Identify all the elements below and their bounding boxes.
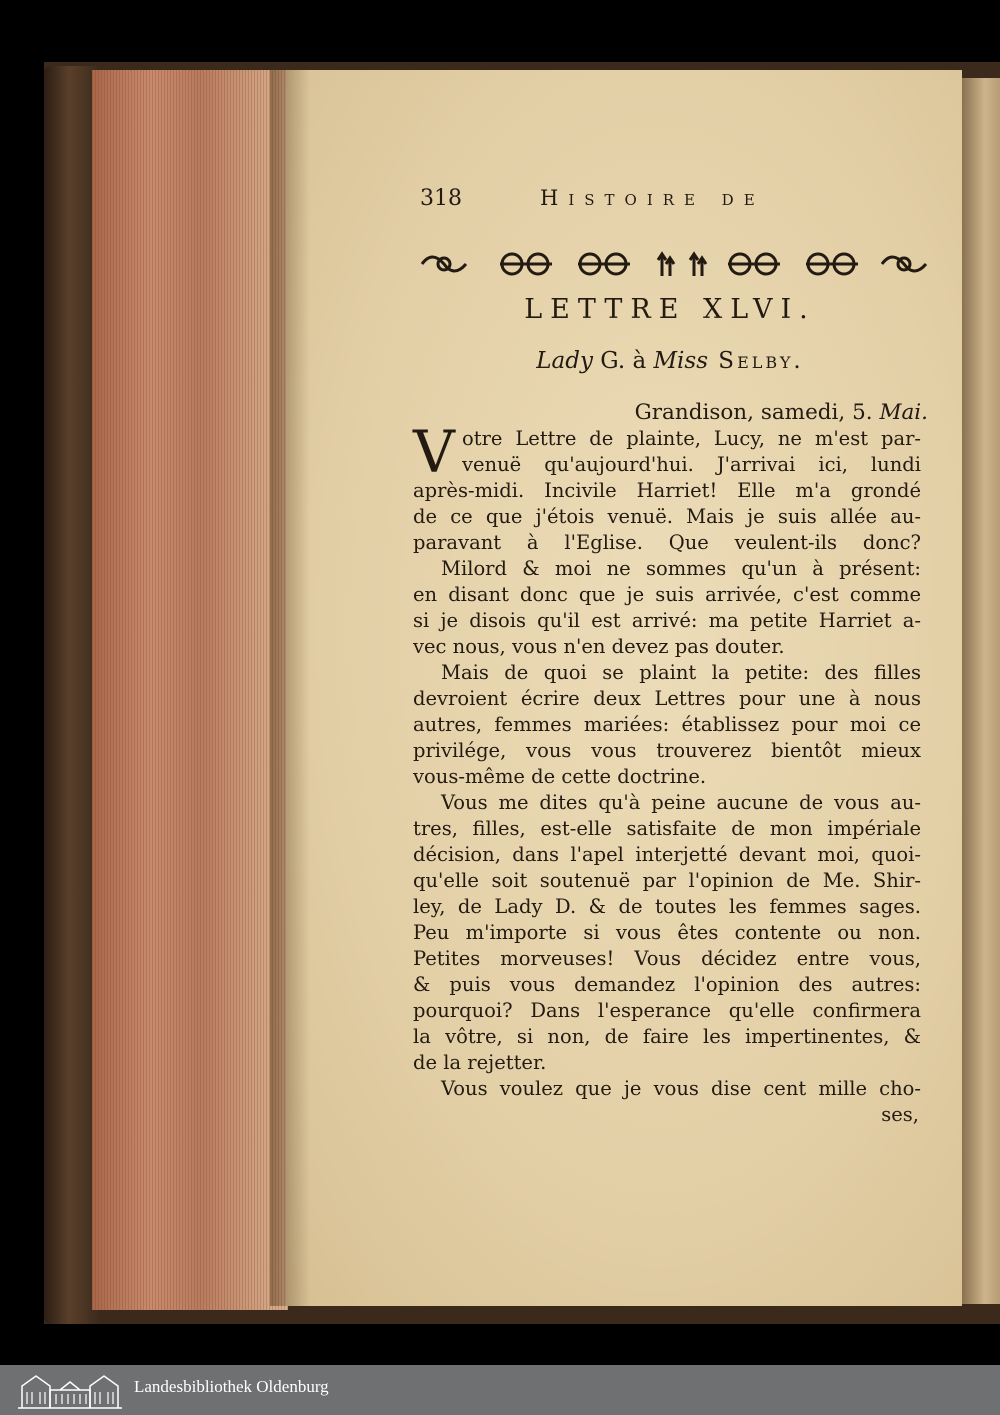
address-name: Selby. [708, 348, 804, 374]
text-line: Petites morveuses! Vous décidez entre vous, [413, 947, 921, 970]
fleuron-right-icon [882, 257, 926, 271]
text-line: de la rejetter. [413, 1051, 547, 1074]
text-line: vec nous, vous n'en devez pas douter. [413, 635, 785, 658]
text-line: Vous me dites qu'à peine aucune de vous au- [441, 791, 921, 814]
text-line: paravant à l'Eglise. Que veulent-ils donc? [413, 531, 921, 554]
fleuron-band-icon [418, 246, 930, 282]
text-line: si je disois qu'il est arrivé: ma petite Harriet a- [413, 609, 921, 632]
text-line: & puis vous demandez l'opinion des autres: [413, 973, 921, 996]
catchword: ses, [881, 1103, 919, 1126]
library-building-icon[interactable] [16, 1370, 124, 1410]
page-gutter [270, 70, 310, 1306]
text-line: pourquoi? Dans l'esperance qu'elle confirmera [413, 999, 921, 1022]
date-month: Mai. [879, 400, 928, 425]
text-line: tres, filles, est-elle satisfaite de mon impériale [413, 817, 921, 840]
letter-title: LETTRE XLVI. [524, 294, 816, 325]
address-miss: Miss [653, 348, 708, 374]
text-line: Milord & moi ne sommes qu'un à présent: [441, 557, 921, 580]
date-text: Grandison, samedi, 5. [634, 400, 880, 425]
drop-cap: V [413, 418, 455, 486]
text-line: vous-même de cette doctrine. [413, 765, 707, 788]
text-line: de ce que j'étois venuë. Mais je suis allée au- [413, 505, 921, 528]
address-lady: Lady [536, 348, 593, 374]
text-line: Mais de quoi se plaint la petite: des filles [441, 661, 921, 684]
text-line: ley, de Lady D. & de toutes les femmes sages. [413, 895, 921, 918]
dateline [410, 400, 928, 425]
text-line: en disant donc que je suis arrivée, c'est comme [413, 583, 921, 606]
page-number: 318 [420, 186, 462, 211]
text-line: privilége, vous vous trouverez bientôt mieux [413, 739, 921, 762]
fleuron-left-icon [422, 257, 466, 271]
text-line: autres, femmes mariées: établissez pour moi ce [413, 713, 921, 736]
facing-page-edge [962, 78, 1000, 1304]
text-line: Peu m'importe si vous êtes contente ou non. [413, 921, 921, 944]
letter-address [410, 348, 930, 374]
address-mid: G. à [592, 348, 654, 374]
running-title: Histoire de [540, 186, 765, 210]
text-line: otre Lettre de plainte, Lucy, ne m'est par- [462, 427, 921, 450]
text-line: la vôtre, si non, de faire les impertinentes, & [413, 1025, 921, 1048]
text-line: Vous voulez que je vous dise cent mille cho- [441, 1077, 921, 1100]
text-line: après-midi. Incivile Harriet! Elle m'a grondé [413, 479, 921, 502]
running-head [410, 186, 930, 216]
text-line: devroient écrire deux Lettres pour une à nous [413, 687, 921, 710]
text-line: décision, dans l'apel interjetté devant moi, quoi- [413, 843, 921, 866]
text-line: qu'elle soit soutenuë par l'opinion de Me. Shir- [413, 869, 921, 892]
page-edges [92, 70, 288, 1310]
text-line: venuë qu'aujourd'hui. J'arrivai ici, lundi [462, 453, 921, 476]
library-name[interactable]: Landesbibliothek Oldenburg [134, 1377, 329, 1396]
